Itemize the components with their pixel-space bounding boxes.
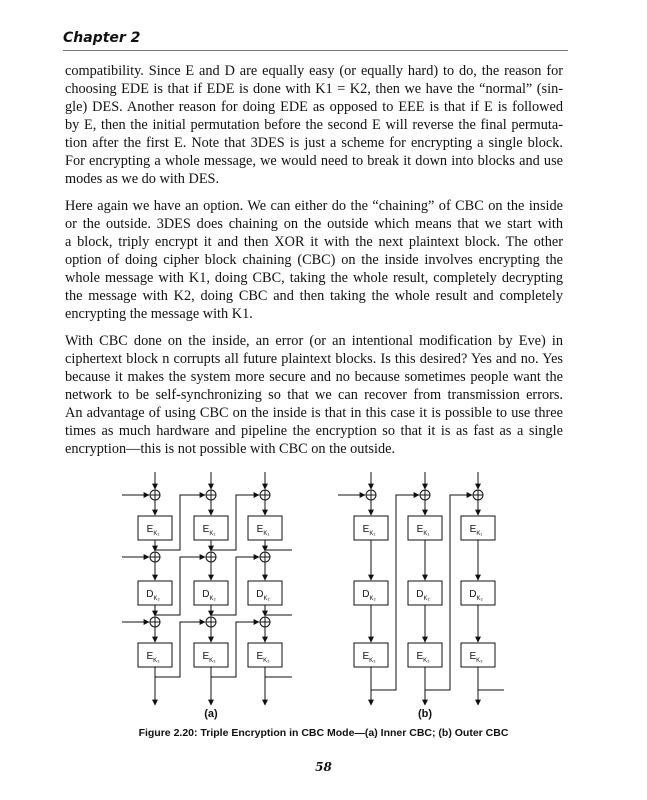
text-line: gle) DES. Another reason for doing EDE as opposed to EEE is that if E is followed [65,99,563,115]
key-subscript: K₁ [263,531,270,537]
key-subscript: K₁ [369,531,376,537]
xor-icon [150,490,160,500]
text-line: encrypting the message with K1. [65,306,253,322]
text-line: a block, triply encrypt it and then XOR it with the next plaintext block. The other [65,234,563,250]
text-line: whole message with K1, doing CBC, taking the whole result, completely decrypting [65,270,563,286]
text-line: choosing EDE is that if EDE is done with K1 = K2, then we have the “normal” (sin- [65,81,563,97]
figure-part-a-label: (a) [204,708,218,720]
text-line: For encrypting a whole message, we would need to break it down into blocks and use [65,153,563,169]
xor-icon [260,552,270,562]
text-line: An advantage of using CBC on the inside is that in this case it is possible to use three [65,405,563,421]
text-line: option of doing cipher block chaining (CBC) on the inside involves encrypting the [65,252,563,268]
text-line: encryption—this is not possible with CBC on the outside. [65,441,396,457]
key-subscript: K₃ [423,658,430,664]
cipher-op-label: $E_{K_3}$ [362,651,376,664]
xor-icon [150,617,160,627]
xor-icon [150,552,160,562]
xor-icon [206,490,216,500]
cipher-op-label: $D_{K_2}$ [362,589,376,602]
xor-icon [473,490,483,500]
key-subscript: K₂ [476,596,483,602]
key-subscript: K₂ [209,596,216,602]
paragraph [65,62,563,188]
key-subscript: K₂ [153,596,160,602]
diagram-inner-cbc [122,472,292,705]
key-subscript: K₂ [423,596,430,602]
cipher-op-label: $E_{K_1}$ [146,524,160,537]
encrypt-box [248,643,282,667]
decrypt-box [461,581,495,605]
chapter-header: Chapter 2 [63,30,141,46]
encrypt-box [138,516,172,540]
xor-icon [206,617,216,627]
text-line: the message with K2, doing CBC and then taking the whole result and completely [65,288,563,304]
key-subscript: K₁ [153,531,160,537]
encrypt-box [194,516,228,540]
decrypt-box [248,581,282,605]
paragraph [65,197,563,323]
cipher-op-label: $E_{K_1}$ [202,524,216,537]
text-line: or the outside. 3DES does chaining on the outside which means that we start with [65,216,563,232]
key-subscript: K₃ [476,658,483,664]
key-subscript: K₂ [369,596,376,602]
xor-icon [366,490,376,500]
body-text [65,62,563,467]
key-subscript: K₁ [476,531,483,537]
xor-icon [260,490,270,500]
key-subscript: K₁ [423,531,430,537]
encrypt-box [408,516,442,540]
key-subscript: K₃ [263,658,270,664]
xor-icon [206,552,216,562]
cipher-op-label: $E_{K_3}$ [416,651,430,664]
text-line: tion after the first E. Note that 3DES is just a scheme for encrypting a single block. [65,135,563,151]
cipher-op-label: $E_{K_3}$ [256,651,270,664]
text-line: With CBC done on the inside, an error (or an intentional modification by Eve) in [65,333,563,349]
text-line: modes as we do with DES. [65,171,220,187]
figure-caption: Figure 2.20: Triple Encryption in CBC Mode—(a) Inner CBC; (b) Outer CBC [138,727,509,739]
xor-icon [420,490,430,500]
text-line: Here again we have an option. We can either do the “chaining” of CBC on the inside [65,198,563,214]
cipher-op-label: $D_{K_2}$ [256,589,270,602]
text-line: ciphertext block n corrupts all future plaintext blocks. Is this desired? Yes and no. Yes [65,351,563,367]
diagram-outer-cbc [338,472,504,705]
key-subscript: K₃ [209,658,216,664]
text-line: by E, then the initial permutation before the second E will reverse the final permuta- [65,117,563,133]
encrypt-box [461,643,495,667]
cipher-op-label: $E_{K_3}$ [146,651,160,664]
encrypt-box [408,643,442,667]
cipher-op-label: $E_{K_1}$ [469,524,483,537]
cipher-op-label: $E_{K_1}$ [256,524,270,537]
encrypt-box [138,643,172,667]
cipher-op-label: $E_{K_3}$ [202,651,216,664]
key-subscript: K₃ [153,658,160,664]
cipher-op-label: $D_{K_2}$ [469,589,483,602]
encrypt-box [354,516,388,540]
decrypt-box [194,581,228,605]
cipher-op-label: $E_{K_3}$ [469,651,483,664]
key-subscript: K₂ [263,596,270,602]
text-line: times as much hardware and pipeline the encryption so that it is as fast as a single [65,423,563,439]
cipher-op-label: $D_{K_2}$ [416,589,430,602]
cipher-op-label: $E_{K_1}$ [362,524,376,537]
cipher-op-label: $E_{K_1}$ [416,524,430,537]
decrypt-box [138,581,172,605]
text-line: because it makes the system more secure and no because sometimes people want the [65,369,563,385]
encrypt-box [248,516,282,540]
paragraph [65,332,563,458]
decrypt-box [354,581,388,605]
figure-part-b-label: (b) [417,708,433,720]
cipher-op-label: $D_{K_2}$ [146,589,160,602]
encrypt-box [461,516,495,540]
text-line: network to be self-synchronizing so that we can recover from transmission errors. [65,387,563,403]
xor-icon [260,617,270,627]
encrypt-box [354,643,388,667]
header-rule [63,50,568,51]
key-subscript: K₁ [209,531,216,537]
decrypt-box [408,581,442,605]
key-subscript: K₃ [369,658,376,664]
triple-encryption-cbc-diagram [0,470,647,725]
text-line: compatibility. Since E and D are equally easy (or equally hard) to do, the reason for [65,63,563,79]
cipher-op-label: $D_{K_2}$ [202,589,216,602]
encrypt-box [194,643,228,667]
page-number: 58 [315,760,332,774]
